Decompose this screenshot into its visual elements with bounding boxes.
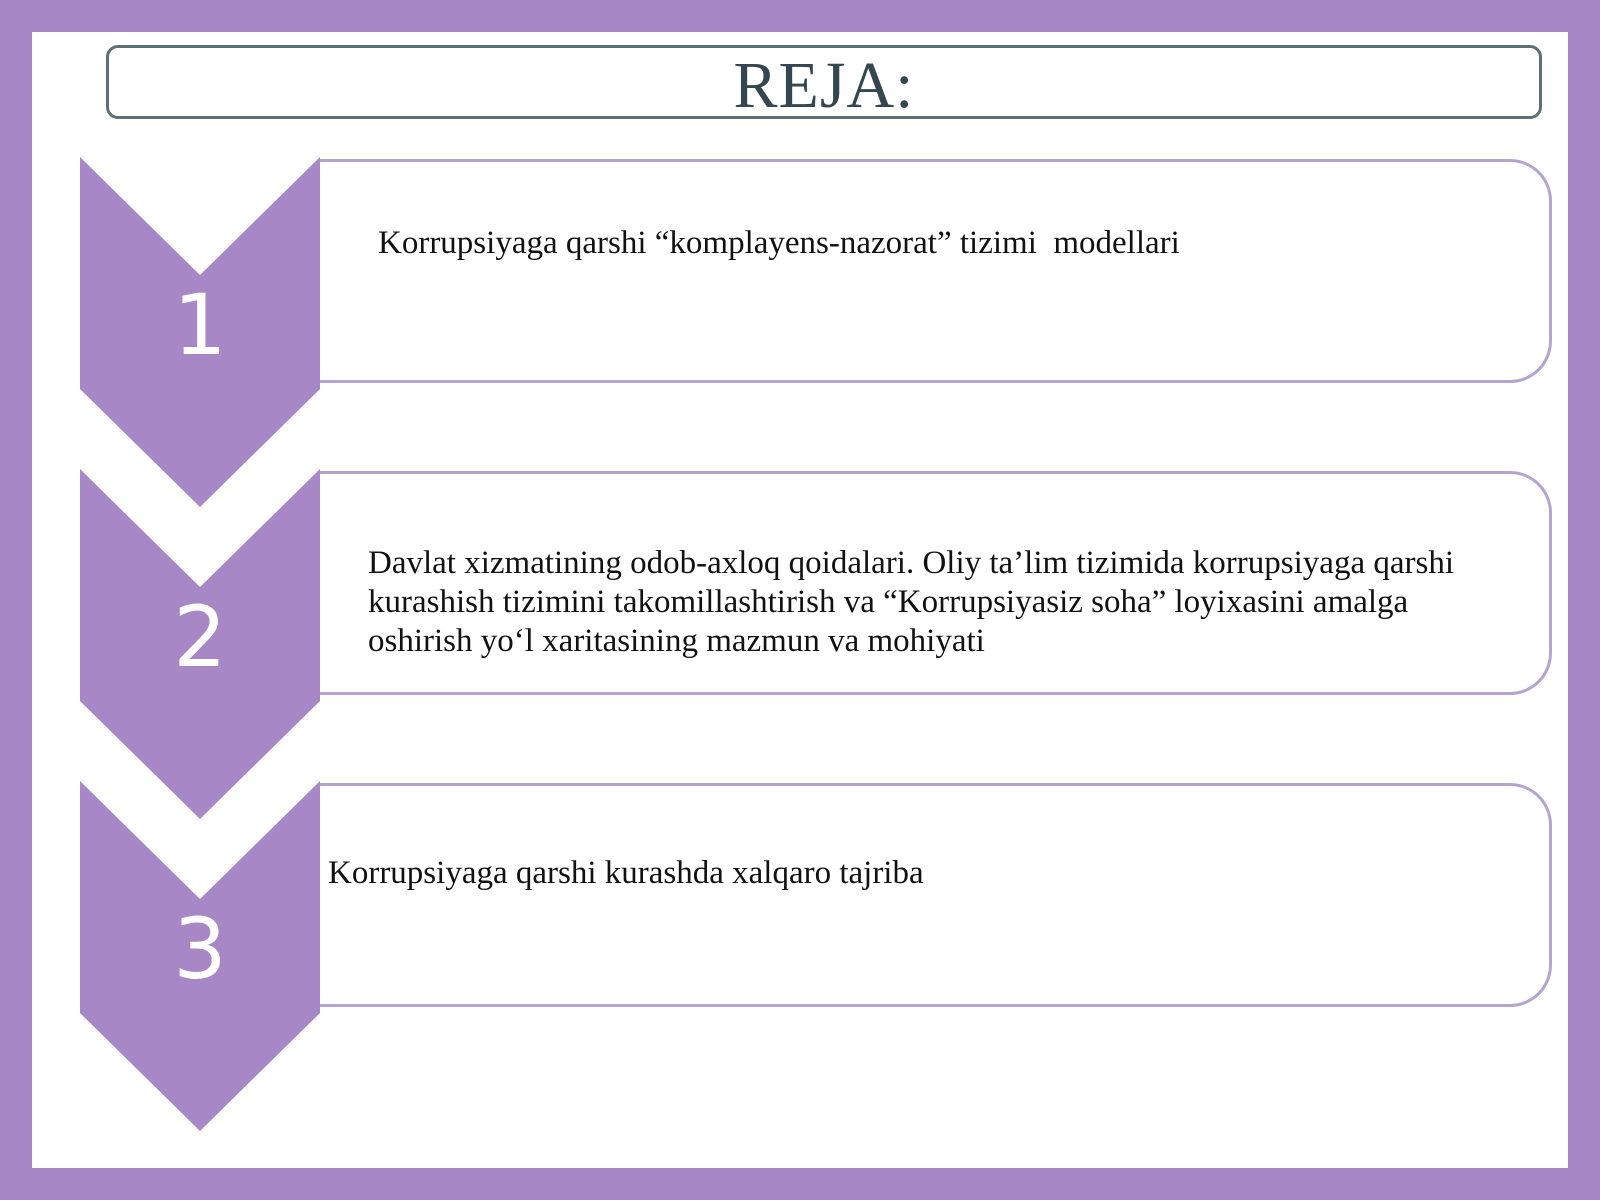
step-card — [318, 159, 1552, 383]
slide-title: REJA: — [733, 49, 915, 122]
step-number: 1 — [173, 276, 227, 374]
step-text: Davlat xizmatining odob-axloq qoidalari. Oliy ta’lim tizimida korrupsiyaga qarshi kurashish tizimini takomillashtirish va “Korrupsiyasiz soha” loyixasini amalga oshirish yo‘l xaritasining mazmun va mohiyati — [368, 545, 1463, 659]
step-text: Korrupsiyaga qarshi kurashda xalqaro tajriba — [328, 855, 924, 891]
step-3 — [32, 781, 1568, 1131]
step-number: 2 — [173, 588, 227, 686]
step-card — [318, 471, 1552, 695]
step-card — [318, 783, 1552, 1007]
slide-canvas — [32, 32, 1568, 1168]
step-number: 3 — [173, 900, 227, 998]
step-text: Korrupsiyaga qarshi “komplayens-nazorat” tizimi modellari — [378, 225, 1180, 261]
title-box — [106, 45, 1542, 122]
step-1 — [32, 157, 1568, 507]
step-2 — [32, 469, 1568, 819]
